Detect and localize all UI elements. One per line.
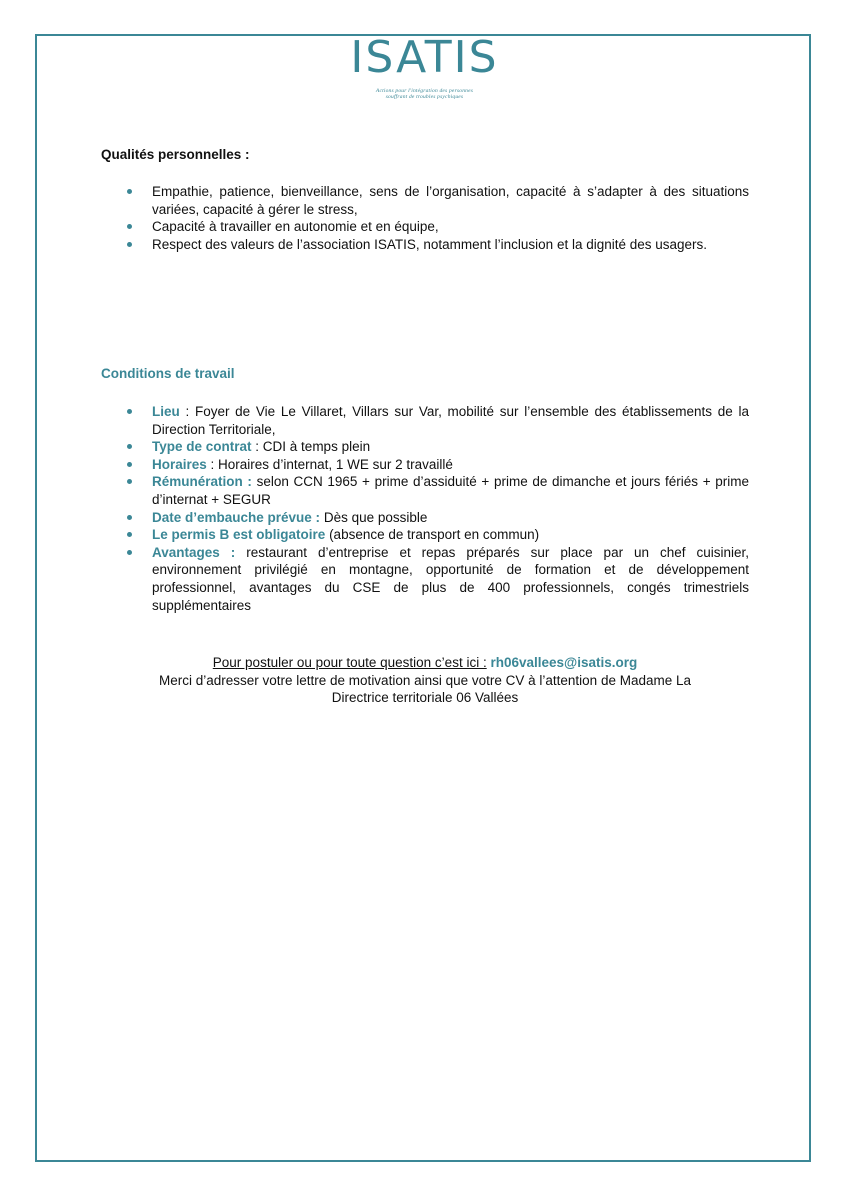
bullet-icon (127, 462, 132, 467)
bullet-icon (127, 532, 132, 537)
list-item-horaires: Horaires : Horaires d’internat, 1 WE sur 2 travaillé (101, 456, 749, 474)
isatis-logo (0, 32, 849, 100)
contact-line-1 (101, 654, 749, 672)
list-item: Respect des valeurs de l’association ISATIS, notamment l’inclusion et la dignité des usagers. (101, 236, 749, 254)
list-item: Capacité à travailler en autonomie et en équipe, (101, 218, 749, 236)
conditions-heading: Conditions de travail (101, 366, 235, 381)
contact-line-3: Directrice territoriale 06 Vallées (331, 690, 519, 705)
list-item-permis: Le permis B est obligatoire (absence de transport en commun) (101, 526, 749, 544)
logo-wordmark: ISATIS (350, 32, 499, 83)
list-item-avantages: Avantages : restaurant d’entreprise et repas préparés sur place par un chef cuisinier, environnement privilégié en montagne, opportunité de formation et de développement professionnel, avantages du CSE de plus de 400 professionnels, congés trimestriels supplémentaires (101, 544, 749, 614)
bullet-icon (127, 224, 132, 229)
list-item-contrat: Type de contrat : CDI à temps plein (101, 438, 749, 456)
contact-block (101, 654, 749, 707)
qualites-list (101, 183, 749, 253)
logo-tagline-1: Actions pour l'intégration des personnes (375, 88, 474, 94)
bullet-icon (127, 515, 132, 520)
bullet-icon (127, 409, 132, 414)
contact-line-2: Merci d’adresser votre lettre de motivation ainsi que votre CV à l’attention de Madame La (158, 672, 692, 688)
bullet-icon (127, 550, 132, 555)
qualites-heading: Qualités personnelles : (101, 147, 250, 162)
bullet-icon (127, 444, 132, 449)
contact-email-link[interactable]: rh06vallees@isatis.org (490, 655, 638, 670)
bullet-icon (127, 242, 132, 247)
list-item-embauche: Date d’embauche prévue : Dès que possible (101, 509, 749, 527)
list-item-remuneration: Rémunération : selon CCN 1965 + prime d’assiduité + prime de dimanche et jours fériés + prime d’internat + SEGUR (101, 473, 749, 508)
bullet-icon (127, 479, 132, 484)
conditions-list (101, 403, 749, 614)
bullet-icon (127, 189, 132, 194)
logo-tagline-2: souffrant de troubles psychiques (385, 94, 464, 100)
list-item-lieu: Lieu : Foyer de Vie Le Villaret, Villars sur Var, mobilité sur l’ensemble des établissements de la Direction Territoriale, (101, 403, 749, 438)
contact-prompt: Pour postuler ou pour toute question c’est ici : (212, 655, 487, 670)
list-item: Empathie, patience, bienveillance, sens de l’organisation, capacité à s’adapter à des situations variées, capacité à gérer le stress, (101, 183, 749, 218)
